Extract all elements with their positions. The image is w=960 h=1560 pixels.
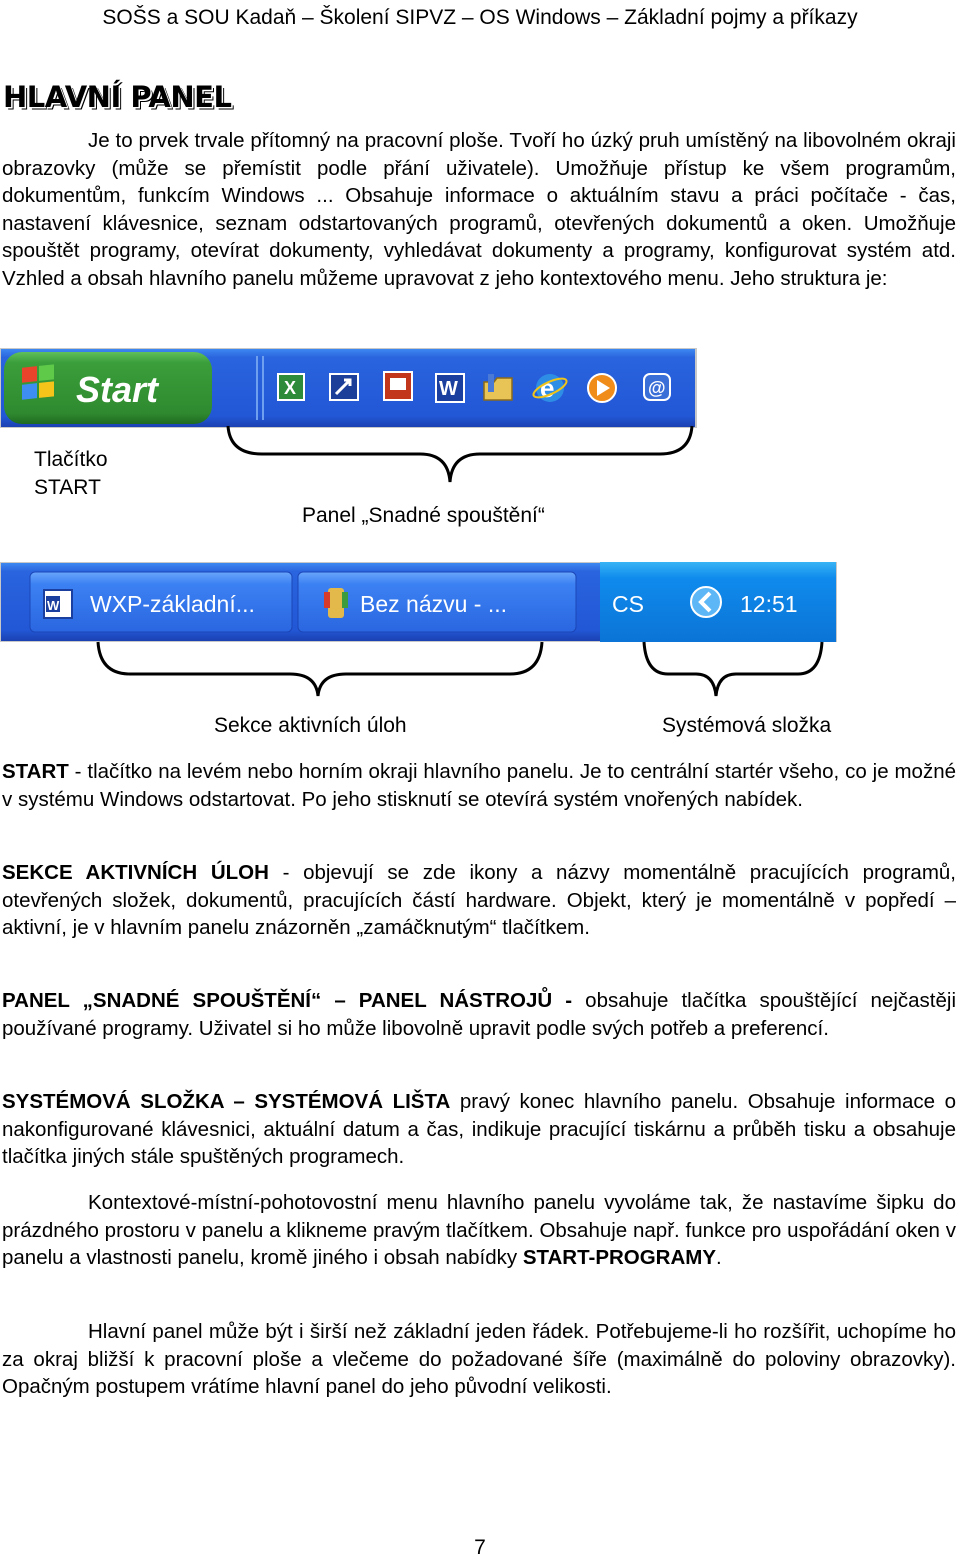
task-label-word[interactable]: WXP-základní...: [90, 591, 255, 617]
outlook-icon[interactable]: [644, 374, 670, 400]
show-desktop-icon[interactable]: [330, 374, 358, 400]
word-icon[interactable]: [436, 374, 464, 402]
svg-text:e: e: [540, 373, 555, 403]
excel-icon[interactable]: [278, 374, 304, 400]
tasks-text: - objevují se zde ikony a názvy momentálně pracujících programů, otevřených složek, dokumentů, pracujících částí hardware. Objekt, který je momentálně v popředí – aktivní, je v hlavním panelu znázorněn „zamáčknutým“ tlačítkem.: [2, 861, 956, 939]
folder-icon[interactable]: [484, 374, 512, 400]
quicklaunch-term: PANEL „SNADNÉ SPOUŠTĚNÍ“ – PANEL NÁSTROJŮ -: [2, 989, 573, 1012]
context-bold: START-PROGRAMY: [522, 1246, 717, 1269]
page-header: SOŠS a SOU Kadaň – Školení SIPVZ – OS Windows – Základní pojmy a příkazy: [102, 6, 858, 29]
context-menu-paragraph: [2, 1189, 956, 1272]
svg-text:W: W: [47, 598, 60, 613]
svg-text:X: X: [284, 378, 297, 398]
context-text: Kontextové-místní-pohotovostní menu hlavního panelu vyvoláme tak, že nastavíme šipku do prázdného prostoru v panelu a klikneme pravým tlačítkem. Obsahuje např. funkce pro uspořádání oken v panelu a vlastnosti panelu, kromě jiného i obsah nabídky: [2, 1191, 956, 1269]
language-indicator[interactable]: CS: [612, 591, 644, 617]
tray-paragraph: [2, 1088, 956, 1171]
context-end: .: [716, 1246, 722, 1269]
start-label-line2: START: [34, 476, 101, 499]
tasks-term: SEKCE AKTIVNÍCH ÚLOH: [2, 861, 269, 884]
start-label-line1: Tlačítko: [34, 448, 108, 471]
quicklaunch-text: obsahuje tlačítka spouštějící nejčastěji používané programy. Uživatel si ho může libovolně upravit podle svých potřeb a preferencí.: [2, 989, 956, 1040]
clock[interactable]: 12:51: [740, 591, 798, 617]
start-term: START: [2, 760, 69, 783]
start-text: - tlačítko na levém nebo horním okraji hlavního panelu. Je to centrální startér všeho, co je možné v systému Windows odstartovat. Po jeho stisknutí se otevírá systém vnořených nabídek.: [2, 760, 956, 811]
start-label[interactable]: Start: [76, 369, 159, 410]
tray-label: Systémová složka: [662, 714, 832, 737]
resize-paragraph: Hlavní panel může být i širší než základní jeden řádek. Potřebujeme-li ho rozšířit, uchopíme ho za okraj bližší k pracovní ploše a vlečeme do požadované šíře (maximálně do poloviny obrazovky). Opačným postupem vrátíme hlavní panel do jeho původní velikosti.: [2, 1320, 956, 1398]
powerpoint-icon[interactable]: [384, 372, 412, 400]
svg-text:@: @: [648, 378, 666, 398]
svg-text:W: W: [439, 378, 458, 400]
page-title: HLAVNÍ PANEL: [3, 80, 232, 114]
tray-term: SYSTÉMOVÁ SLOŽKA – SYSTÉMOVÁ LIŠTA: [2, 1090, 451, 1113]
word-icon: [44, 590, 72, 618]
page-number: 7: [474, 1536, 486, 1559]
taskbar-tasks-screenshot: [0, 562, 840, 642]
task-label-paint[interactable]: Bez názvu - ...: [360, 591, 508, 617]
tasks-paragraph: [2, 859, 956, 942]
tasks-label: Sekce aktivních úloh: [214, 714, 407, 737]
media-player-icon[interactable]: [588, 374, 616, 402]
tasks-brace: [0, 634, 840, 704]
quicklaunch-paragraph: [2, 987, 956, 1042]
quicklaunch-label: Panel „Snadné spouštění“: [302, 504, 545, 527]
intro-paragraph: Je to prvek trvale přítomný na pracovní ploše. Tvoří ho úzký pruh umístěný na libovolném okraji obrazovky (může se přemístit podle přání uživatele). Umožňuje přístup ke všem programům, dokumentům, funkcím Windows ... Obsahuje informace o aktuálním stavu a práci počítače - čas, nastavení klávesnice, seznam odstartovaných programů, otevřených dokumentů a oken. Umožňuje spouštět programy, otevírat dokumenty, vyhledávat dokumenty a programy, konfigurovat systém atd. Vzhled a obsah hlavního panelu můžeme upravovat z jeho kontextového menu. Jeho struktura je:: [2, 129, 956, 290]
tray-text: pravý konec hlavního panelu. Obsahuje informace o nakonfigurované klávesnici, aktuální datum a čas, indikuje pracující tiskárnu a průběh tisku a obsahuje tlačítka jiných stále spuštěných programech.: [2, 1090, 956, 1168]
expand-tray-icon[interactable]: [691, 587, 721, 617]
start-paragraph: [2, 758, 956, 813]
taskbar-quicklaunch-screenshot: [0, 348, 700, 428]
